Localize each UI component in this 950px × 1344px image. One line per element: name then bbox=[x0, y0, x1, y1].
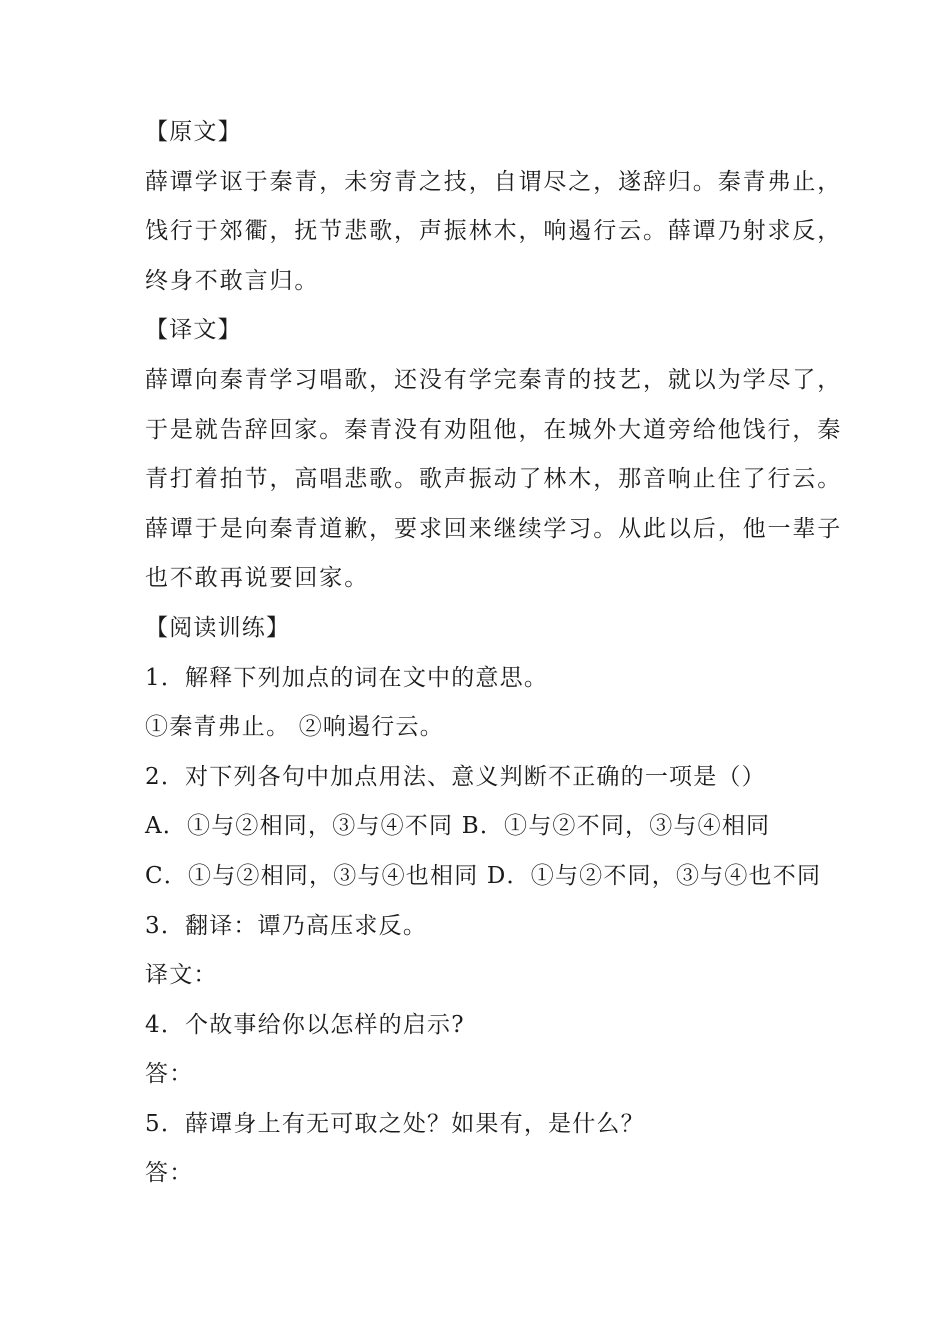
question-2-options-ab: A．①与②相同，③与④不同 B．①与②不同，③与④相同 bbox=[145, 813, 771, 840]
question-2-options-cd: C．①与②相同，③与④也相同 D．①与②不同，③与④也不同 bbox=[145, 862, 822, 889]
question-3: 3．翻译：谭乃高压求反。 bbox=[145, 912, 428, 939]
training-heading: 【阅读训练】 bbox=[145, 614, 291, 641]
original-line-3: 终身不敢言归。 bbox=[145, 267, 320, 294]
question-5: 5．薛谭身上有无可取之处？如果有，是什么？ bbox=[145, 1110, 645, 1137]
question-1: 1．解释下列加点的词在文中的意思。 bbox=[145, 664, 549, 691]
translation-line-3: 青打着拍节，高唱悲歌。歌声振动了林木，那音响止住了行云。 bbox=[145, 466, 843, 493]
question-2: 2．对下列各句中加点用法、意义判断不正确的一项是（） bbox=[145, 763, 766, 790]
question-3-answer-label: 译文： bbox=[145, 962, 218, 989]
translation-line-1: 薛谭向秦青学习唱歌，还没有学完秦青的技艺，就以为学尽了， bbox=[145, 366, 843, 393]
translation-line-5: 也不敢再说要回家。 bbox=[145, 565, 370, 592]
question-4-answer-label: 答： bbox=[145, 1061, 194, 1088]
translation-line-4: 薛谭于是向秦青道歉，要求回来继续学习。从此以后，他一辈子 bbox=[145, 515, 843, 542]
translation-heading: 【译文】 bbox=[145, 317, 242, 344]
question-5-answer-label: 答： bbox=[145, 1160, 194, 1187]
original-heading: 【原文】 bbox=[145, 119, 242, 145]
question-1-items: ①秦青弗止。 ②响遏行云。 bbox=[145, 714, 444, 741]
translation-line-2: 于是就告辞回家。秦青没有劝阻他，在城外大道旁给他饯行，秦 bbox=[145, 416, 843, 443]
question-4: 4．个故事给你以怎样的启示? bbox=[145, 1011, 465, 1038]
original-line-1: 薛谭学讴于秦青，未穷青之技，自谓尽之，遂辞归。秦青弗止， bbox=[145, 168, 843, 195]
original-line-2: 饯行于郊衢，抚节悲歌，声振林木，响遏行云。薛谭乃射求反， bbox=[145, 218, 843, 245]
document-content bbox=[145, 108, 843, 1199]
